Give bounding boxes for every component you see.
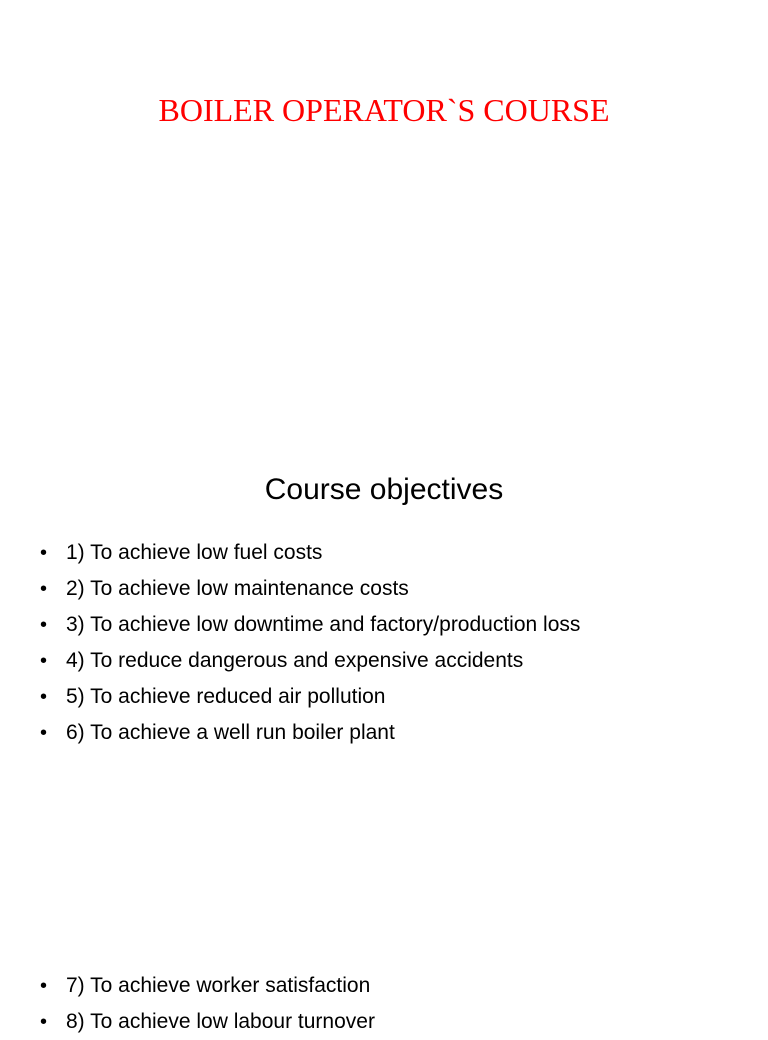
list-item-text: 6) To achieve a well run boiler plant xyxy=(66,721,395,744)
slide-title: BOILER OPERATOR`S COURSE xyxy=(158,92,610,128)
list-item-text: 3) To achieve low downtime and factory/production loss xyxy=(66,613,581,636)
bullet-icon: • xyxy=(40,614,48,636)
bullet-icon: • xyxy=(40,1011,48,1033)
bullet-icon: • xyxy=(40,650,48,672)
list-item-text: 5) To achieve reduced air pollution xyxy=(66,685,386,708)
list-item-text: 2) To achieve low maintenance costs xyxy=(66,577,409,600)
list-item-text: 4) To reduce dangerous and expensive accidents xyxy=(66,649,524,672)
bullet-icon: • xyxy=(40,578,48,600)
list-item xyxy=(40,571,580,607)
list-item xyxy=(40,535,580,571)
list-item-text: 8) To achieve low labour turnover xyxy=(66,1010,375,1033)
objectives-list-continued xyxy=(40,968,375,1040)
list-item-text: 7) To achieve worker satisfaction xyxy=(66,974,371,997)
list-item xyxy=(40,715,580,751)
list-item xyxy=(40,1004,375,1040)
list-item xyxy=(40,968,375,1004)
objectives-list xyxy=(40,535,580,751)
bullet-icon: • xyxy=(40,686,48,708)
bullet-icon: • xyxy=(40,722,48,744)
objectives-heading: Course objectives xyxy=(264,473,504,506)
list-item xyxy=(40,643,580,679)
bullet-icon: • xyxy=(40,542,48,564)
list-item xyxy=(40,679,580,715)
bullet-icon: • xyxy=(40,975,48,997)
list-item-text: 1) To achieve low fuel costs xyxy=(66,541,323,564)
list-item xyxy=(40,607,580,643)
